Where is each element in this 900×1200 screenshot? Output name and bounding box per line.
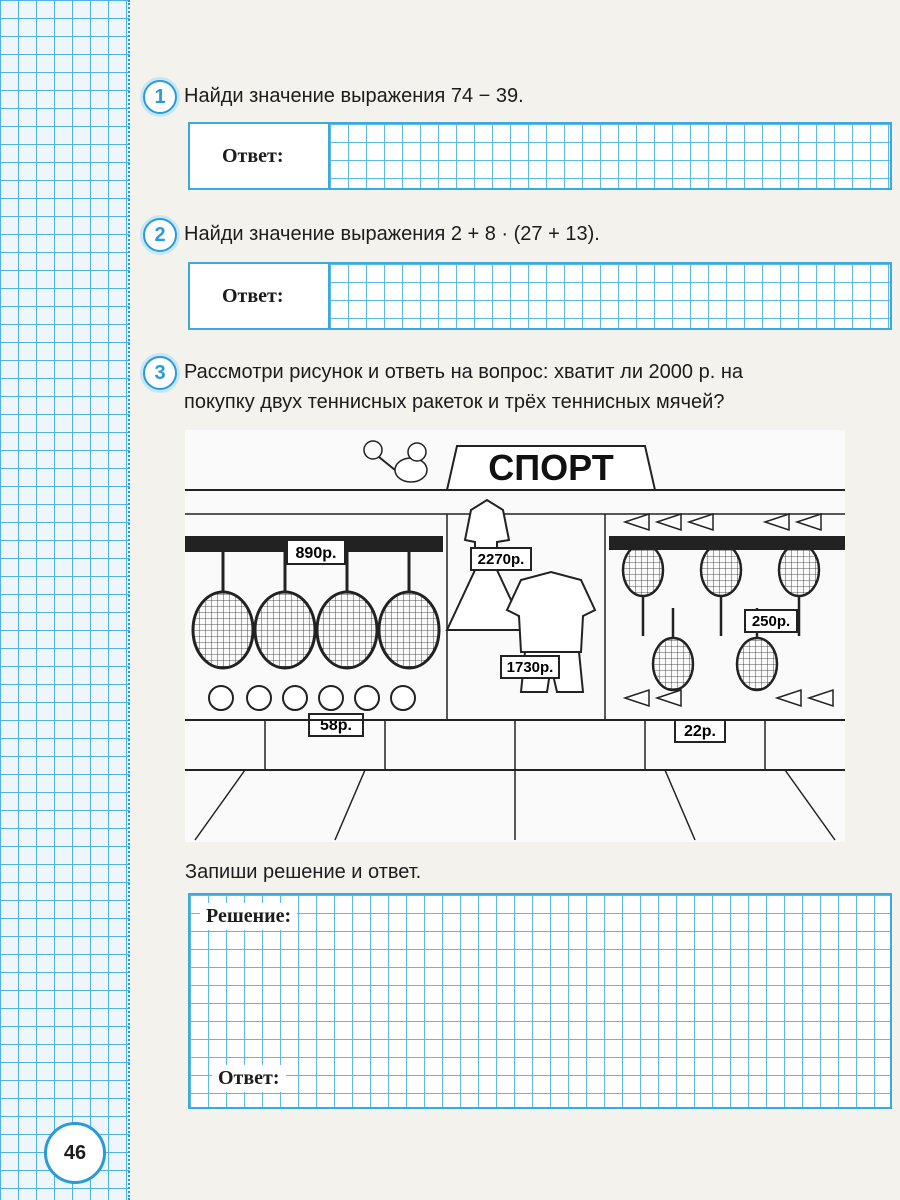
price-tag-rackets: 890р. [295, 545, 337, 562]
task-2-text: Найди значение выражения 2 + 8 · (27 + 13). [184, 223, 600, 245]
task-3-text-line-1: Рассмотри рисунок и ответь на вопрос: хватит ли 2000 р. на [184, 361, 744, 383]
task-1-answer-grid[interactable] [330, 124, 890, 188]
task-2-answer-label: Ответ: [190, 264, 330, 328]
price-tag-dress: 2270р. [477, 551, 525, 568]
task-1-text: Найди значение выражения 74 − 39. [184, 85, 524, 107]
price-tag-outfit: 1730р. [506, 659, 554, 676]
task-1-answer-box[interactable] [188, 122, 892, 190]
price-tag-badminton-rackets: 250р. [751, 613, 791, 630]
task-2-answer-grid[interactable] [330, 264, 890, 328]
sport-shop-picture [185, 430, 845, 842]
sign-text: СПОРТ [488, 447, 614, 488]
margin-grid [0, 0, 130, 1200]
task-2-answer-box[interactable] [188, 262, 892, 330]
solution-box[interactable] [188, 893, 892, 1109]
price-tag-shuttlecocks: 22р. [683, 723, 717, 740]
price-tag-balls: 58р. [319, 717, 353, 734]
task-3-text-line-2: покупку двух теннисных ракеток и трёх теннисных мячей? [184, 391, 725, 413]
task-number-1: 1 [143, 80, 177, 114]
solution-answer-label: Ответ: [212, 1065, 286, 1092]
solution-prompt: Запиши решение и ответ. [185, 861, 422, 883]
task-1-answer-label: Ответ: [190, 124, 330, 188]
page-number: 46 [44, 1122, 106, 1184]
task-number-2: 2 [143, 218, 177, 252]
solution-label: Решение: [200, 903, 297, 930]
task-number-3: 3 [143, 356, 177, 390]
